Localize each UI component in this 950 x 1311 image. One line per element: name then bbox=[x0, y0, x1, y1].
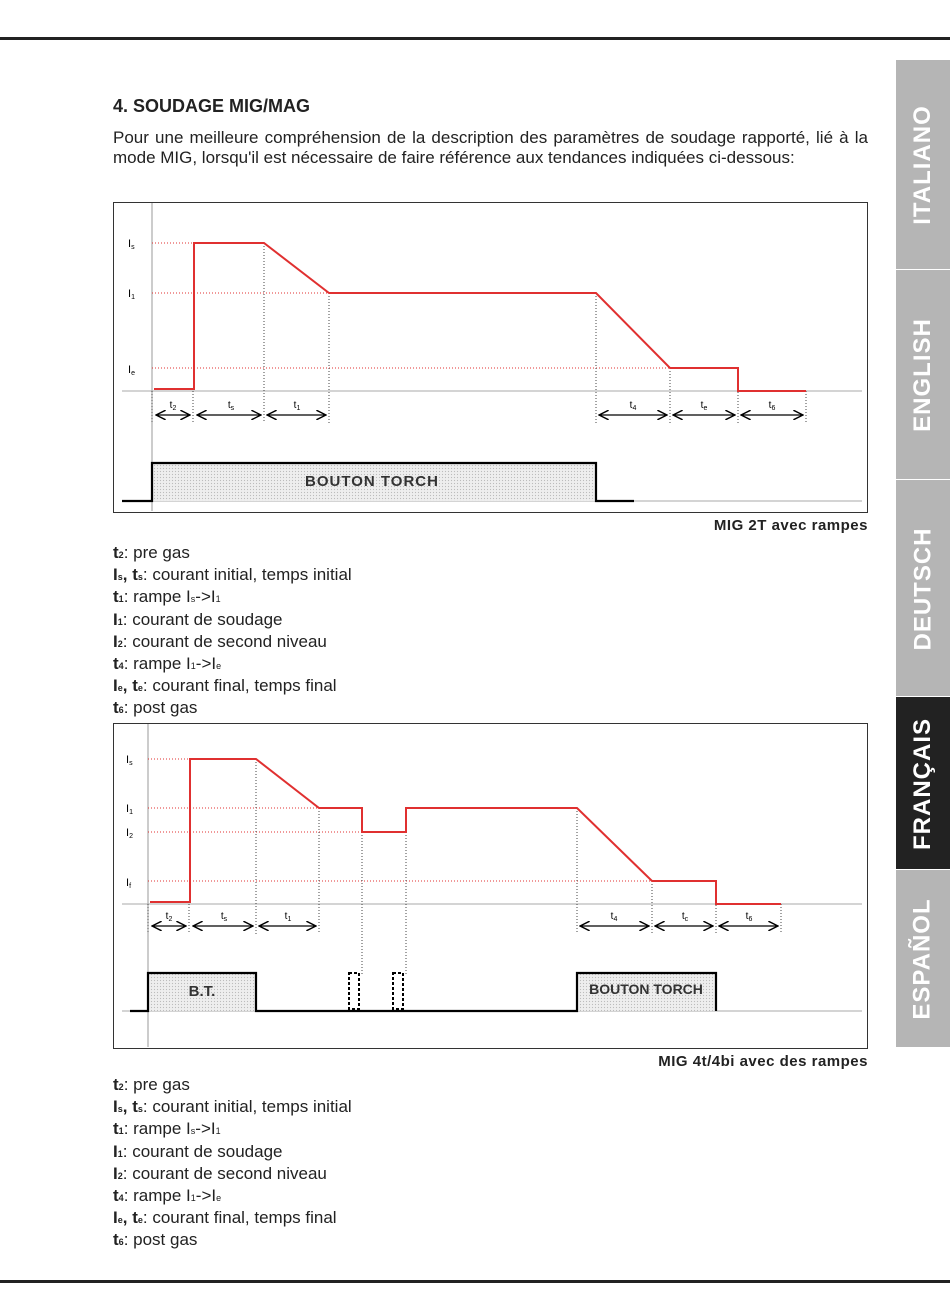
intro-paragraph: Pour une meilleure compréhension de la description des paramètres de soudage rapporté, lié à la mode MIG, lorsqu'il est nécessaire de faire référence aux tendances indiquées ci-dessous: bbox=[113, 128, 868, 167]
legend-symbol: Ie, te bbox=[113, 1208, 143, 1228]
legend-item bbox=[113, 1097, 352, 1119]
label-t6-2: $t_6$ bbox=[745, 911, 753, 923]
pulse-dashed-2 bbox=[393, 973, 403, 1009]
legend-text: : courant de soudage bbox=[122, 609, 283, 629]
legend-item: t4: rampe I1->Ie bbox=[113, 1186, 222, 1206]
figure-mig-2t bbox=[113, 202, 868, 513]
legend-symbol: Is, ts bbox=[113, 1097, 143, 1117]
language-sidebar bbox=[896, 60, 950, 1046]
legend-symbol: t1 bbox=[113, 587, 124, 607]
tab-deutsch[interactable] bbox=[896, 479, 950, 697]
legend-text: : rampe I bbox=[123, 1186, 191, 1206]
legend-item: t1: rampe Is->I1 bbox=[113, 1119, 221, 1139]
label-t2-2: $t_2$ bbox=[165, 911, 173, 923]
legend-item bbox=[113, 1075, 352, 1097]
label-is-2: Is bbox=[126, 754, 133, 767]
tab-deutsch-label: DEUTSCH bbox=[909, 526, 937, 651]
label-ts: $t_s$ bbox=[227, 400, 235, 412]
label-t1-2: $t_1$ bbox=[284, 911, 292, 923]
legend-item bbox=[113, 543, 352, 565]
legend-item bbox=[113, 565, 352, 587]
top-rule bbox=[0, 37, 950, 40]
legend-text: : courant initial, temps initial bbox=[142, 1097, 352, 1117]
legend-symbol: t1 bbox=[113, 1119, 124, 1139]
legend-item bbox=[113, 1142, 352, 1164]
legend-symbol: t2 bbox=[113, 543, 124, 562]
label-t1: $t_1$ bbox=[293, 400, 301, 412]
legend-symbol: I2 bbox=[113, 1163, 123, 1183]
label-i2-2: I2 bbox=[126, 827, 133, 840]
legend-symbol: I1 bbox=[113, 1141, 123, 1161]
section-title: 4. SOUDAGE MIG/MAG bbox=[113, 96, 311, 116]
legend-item bbox=[113, 1164, 352, 1186]
label-ts-2: $t_s$ bbox=[220, 911, 228, 923]
legend-text: : courant de second niveau bbox=[122, 1163, 327, 1183]
legend-4t bbox=[113, 1075, 352, 1253]
legend-text: : post gas bbox=[123, 698, 198, 718]
label-t2: $t_2$ bbox=[169, 400, 177, 412]
legend-text: : rampe I bbox=[123, 587, 191, 607]
legend-text: : post gas bbox=[123, 1230, 198, 1250]
label-tc-2: $t_c$ bbox=[681, 911, 689, 923]
tab-espanol-label: ESPAÑOL bbox=[909, 897, 937, 1020]
legend-text: : courant de soudage bbox=[122, 1141, 283, 1161]
legend-text: : courant final, temps final bbox=[142, 1208, 337, 1228]
legend-symbol: I1 bbox=[113, 609, 123, 629]
tab-espanol[interactable] bbox=[896, 869, 950, 1047]
legend-symbol: Ie, te bbox=[113, 676, 143, 696]
legend-item bbox=[113, 1208, 352, 1230]
label-i1-2: I1 bbox=[126, 803, 133, 816]
bt-label: B.T. bbox=[188, 983, 216, 1000]
tab-italiano[interactable] bbox=[896, 60, 950, 269]
tab-english-label: ENGLISH bbox=[909, 318, 936, 432]
torch-button-label-2: BOUTON TORCH bbox=[589, 981, 703, 997]
bottom-rule bbox=[0, 1280, 950, 1283]
legend-text: : pre gas bbox=[123, 543, 190, 562]
legend-symbol: t6 bbox=[113, 698, 124, 718]
label-te: $t_e$ bbox=[700, 400, 708, 412]
legend-symbol: t6 bbox=[113, 1230, 124, 1250]
pulse-dashed-1 bbox=[349, 973, 359, 1009]
figure-mig-4t bbox=[113, 723, 868, 1049]
legend-symbol: t4 bbox=[113, 1186, 124, 1206]
tab-francais[interactable] bbox=[896, 696, 950, 870]
legend-item bbox=[113, 1230, 352, 1252]
label-ie: Ie bbox=[128, 364, 135, 377]
label-t4-2: $t_4$ bbox=[610, 911, 618, 923]
diagram-mig-4t bbox=[114, 724, 866, 1047]
legend-text: : courant initial, temps initial bbox=[142, 565, 352, 585]
tab-francais-label: FRANÇAIS bbox=[909, 717, 936, 850]
legend-item bbox=[113, 698, 352, 720]
torch-button-label: BOUTON TORCH bbox=[305, 473, 439, 490]
legend-item: t4: rampe I1->Ie bbox=[113, 654, 222, 674]
legend-text: : courant final, temps final bbox=[142, 676, 337, 696]
current-curve-2t bbox=[154, 243, 806, 391]
legend-item bbox=[113, 676, 352, 698]
legend-symbol: I2 bbox=[113, 631, 123, 651]
legend-item bbox=[113, 610, 352, 632]
tab-italiano-label: ITALIANO bbox=[909, 104, 937, 225]
legend-symbol: Is, ts bbox=[113, 565, 143, 585]
legend-item bbox=[113, 632, 352, 654]
legend-text: : rampe I bbox=[123, 654, 191, 674]
label-i1: I1 bbox=[128, 288, 135, 301]
label-t6: $t_6$ bbox=[768, 400, 776, 412]
legend-item: t1: rampe Is->I1 bbox=[113, 587, 221, 607]
legend-symbol: t2 bbox=[113, 1075, 124, 1094]
legend-text: : pre gas bbox=[123, 1075, 190, 1094]
legend-symbol: t4 bbox=[113, 654, 124, 674]
label-is: Is bbox=[128, 238, 135, 251]
figure1-caption: MIG 2T avec rampes bbox=[713, 517, 868, 534]
label-t4: $t_4$ bbox=[629, 400, 637, 412]
diagram-mig-2t bbox=[114, 203, 866, 511]
figure2-caption: MIG 4t/4bi avec des rampes bbox=[658, 1053, 868, 1070]
label-if-2: If bbox=[126, 877, 132, 890]
legend-2t bbox=[113, 543, 352, 721]
legend-text: : rampe I bbox=[123, 1119, 191, 1139]
legend-text: : courant de second niveau bbox=[122, 631, 327, 651]
tab-english[interactable] bbox=[896, 269, 950, 480]
